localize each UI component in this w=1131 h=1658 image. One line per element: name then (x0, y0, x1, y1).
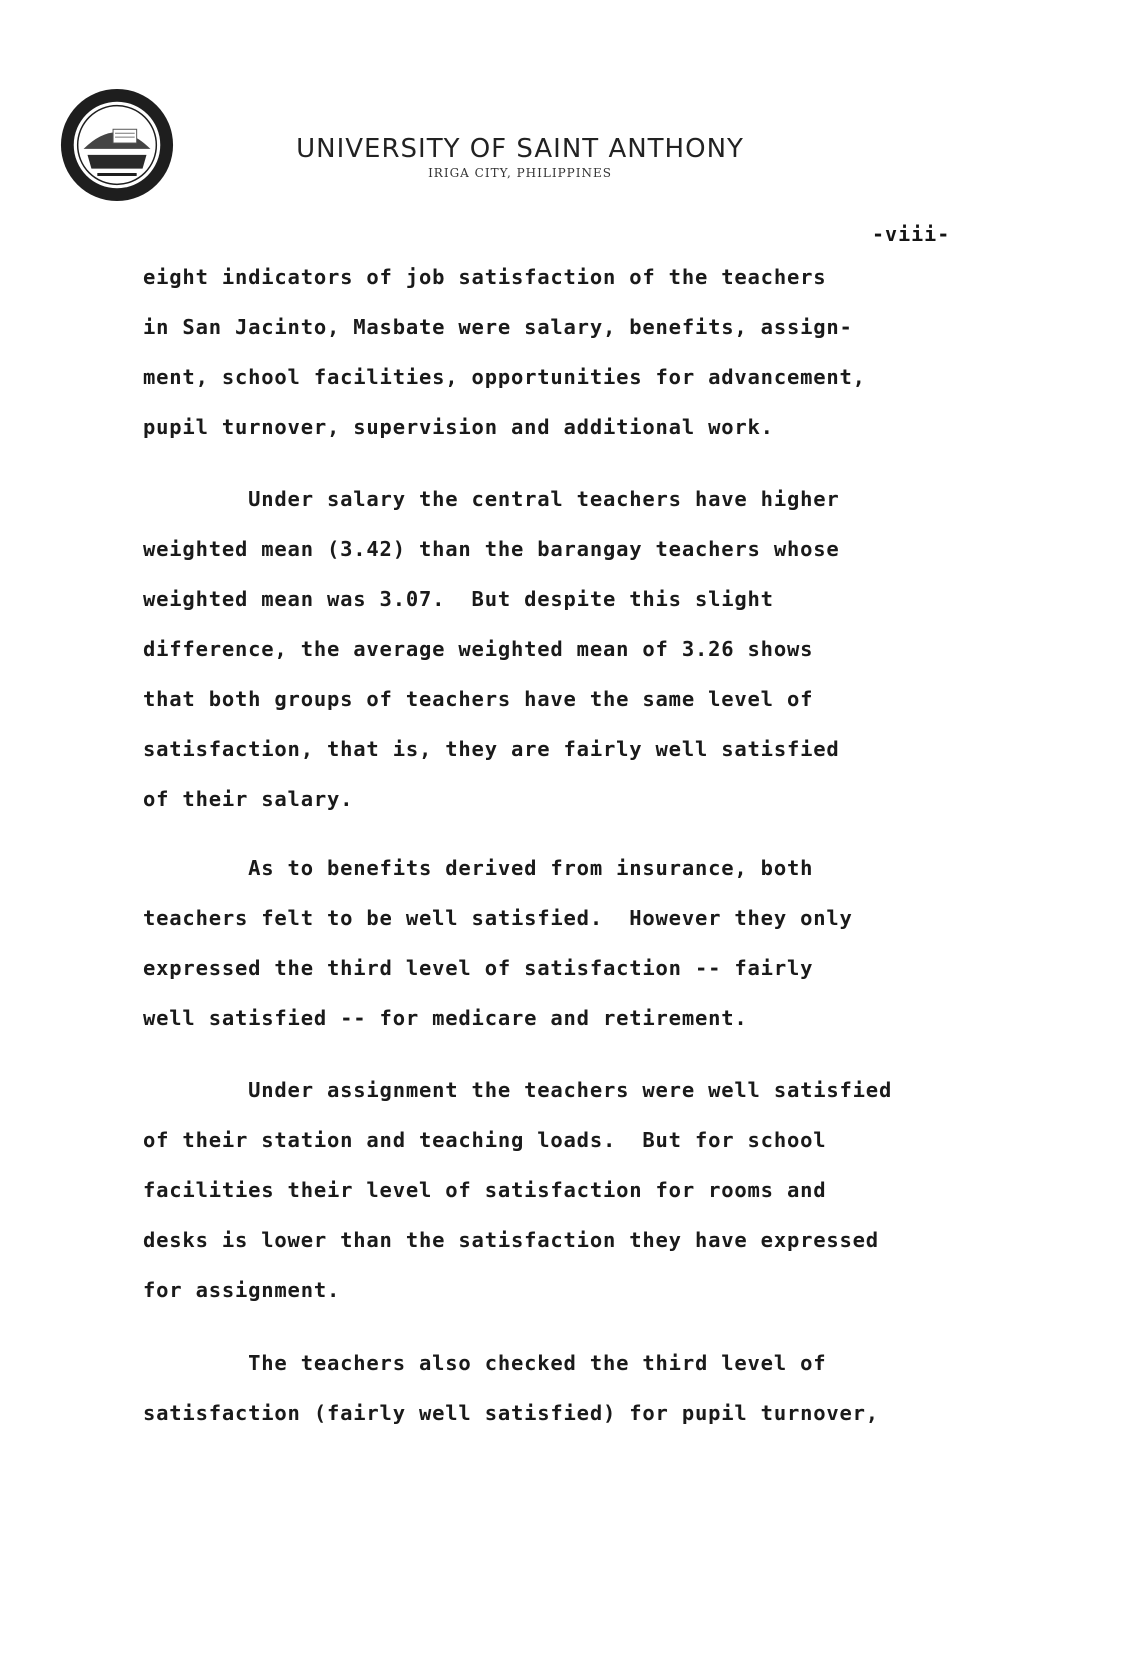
university-location: IRIGA CITY, PHILIPPINES (428, 166, 612, 180)
paragraph-pupil-turnover: The teachers also checked the third level of satisfaction (fairly well satisfied) for pupil turnover, (143, 1351, 879, 1425)
paragraph-job-satisfaction-indicators: eight indicators of job satisfaction of the teachers in San Jacinto, Masbate were salary, benefits, assign- ment, school facilities, opportunities for advancement, pupil turnover, supervision and additional work. (143, 265, 866, 439)
university-seal (58, 86, 176, 204)
paragraph-salary: Under salary the central teachers have higher weighted mean (3.42) than the barangay teachers whose weighted mean was 3.07. But despite this slight difference, the average weighted mean of 3.26 shows that both groups of teachers have the same level of satisfaction, that is, they are fairly well satisfied of their salary. (143, 487, 840, 811)
paragraph-benefits: As to benefits derived from insurance, both teachers felt to be well satisfied. However they only expressed the third level of satisfaction -- fairly well satisfied -- for medicare and retirement. (143, 856, 853, 1030)
university-name: UNIVERSITY OF SAINT ANTHONY (296, 134, 744, 164)
letterhead (200, 134, 840, 180)
paragraph-assignment: Under assignment the teachers were well satisfied of their station and teaching loads. But for school facilities their level of satisfaction for rooms and desks is lower than the satisfaction they have expressed for assignment. (143, 1078, 893, 1302)
page-number: -viii- (872, 222, 951, 246)
